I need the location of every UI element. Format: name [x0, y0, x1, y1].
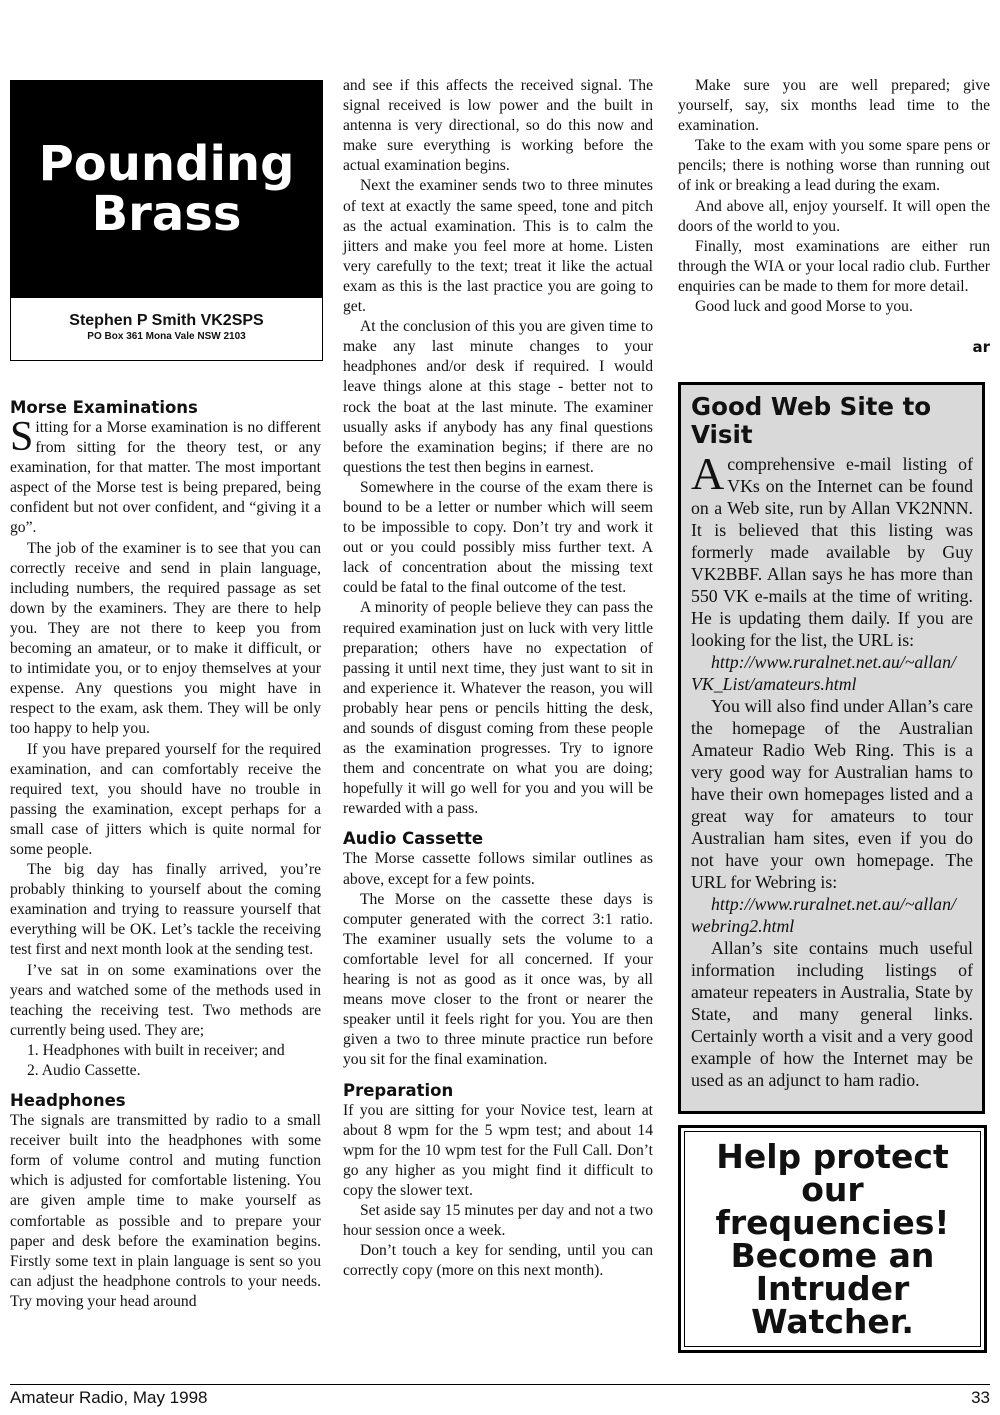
paragraph: At the conclusion of this you are given time to make any last minute changes to your headphones and/or desk if required. I would leave things alone at this stage - better not to rock the boat at the last minute. The examiner usually asks if anybody has any final questions before the examination begins; if there are no questions the test then begins in earnest.	[343, 318, 653, 476]
promo-line: Help protect	[716, 1137, 949, 1176]
paragraph: The big day has finally arrived, you’re probably thinking to yourself about the coming examination and trying to reassure yourself that everything will be OK. Let’s tackle the receiving test first and next month look at the sending test.	[10, 861, 321, 959]
paragraph: If you have prepared yourself for the required examination, and can comfortably receive the required text, you should have no trouble in passing the examination, except perhaps for a small case of jitters which is quite normal for some people.	[10, 740, 321, 858]
promo-line: Become an	[730, 1236, 935, 1275]
column-1	[10, 398, 321, 1312]
paragraph: The signals are transmitted by radio to a small receiver built into the headphones with some form of volume control and muting function which is adjusted for comfortable listening. You are given ample time to make yourself as comfortable as possible and to prepare your paper and desk before the examination begins. Firstly some text in plain language is sent so you can adjust the headphone controls to your needs. Try moving your head around	[10, 1112, 321, 1310]
page-number: 33	[971, 1388, 990, 1407]
paragraph: The Morse cassette follows similar outlines as above, except for a few points.	[343, 850, 653, 888]
paragraph: Don’t touch a key for sending, until you can correctly copy (more on this next month).	[343, 1242, 653, 1280]
paragraph: You will also find under Allan’s care the homepage of the Australian Amateur Radio Web Ring. This is a very good way for Australian hams to have their own homepages listed and a great way for amateurs to tour Australian ham sites, even if you do not have your own homepage. The URL for Webring is:	[691, 696, 973, 892]
article-title-block	[10, 80, 323, 298]
promo-line: Watcher.	[751, 1302, 914, 1341]
list-item: 2. Audio Cassette.	[27, 1062, 141, 1079]
section-heading-morse-examinations: Morse Examinations	[10, 398, 198, 417]
paragraph: Somewhere in the course of the exam there is bound to be a letter or number which will seem to be impossible to copy. Don’t try and work it out or you could possibly miss further text. A lack of concentration about the missing text could be fatal to the final outcome of the test.	[343, 478, 653, 597]
sidebar-title: Good Web Site to Visit	[691, 392, 932, 449]
article-end-sign: ar	[972, 338, 990, 356]
url-text: http://www.ruralnet.net.au/~allan/ VK_List/amateurs.html	[691, 652, 956, 694]
drop-cap: A	[691, 448, 725, 499]
column-3	[678, 76, 990, 317]
promo-line: Intruder	[755, 1269, 910, 1308]
list-item: 1. Headphones with built in receiver; and	[27, 1041, 285, 1059]
footer-publication: Amateur Radio, May 1998	[10, 1388, 208, 1407]
author-block	[10, 298, 323, 361]
paragraph: The Morse on the cassette these days is computer generated with the correct 3:1 ratio. The examiner usually sets the volume to a comfortable level for all concerned. If your hearing is not as good as it once was, by all means move closer to the front or nearer the speaker until it feels right for you. You are then given a two to three minute practice run before you sit for the final examination.	[343, 890, 653, 1069]
title-line-2: Brass	[91, 186, 242, 242]
paragraph: A comprehensive e-mail listing of VKs on the Internet can be found on a Web site, run by Allan VK2NNN. It is believed that this listing was formerly made available by Guy VK2BBF. Allan says he has more than 550 VK e-mails at the time of writing. He is updating them daily. If you are looking for the list, the URL is:	[691, 448, 973, 650]
paragraph: Take to the exam with you some spare pens or pencils; there is nothing worse than running out of ink or breaking a lead during the exam.	[678, 137, 990, 195]
paragraph: Good luck and good Morse to you.	[695, 298, 913, 316]
paragraph: Make sure you are well prepared; give yourself, say, six months lead time to the examination.	[678, 77, 990, 135]
author-name: Stephen P Smith VK2SPS	[69, 312, 264, 329]
title-line-1: Pounding	[38, 136, 295, 192]
web-site-sidebar	[678, 382, 985, 1114]
paragraph: Finally, most examinations are either run through the WIA or your local radio club. Further enquiries can be made to them for more detail.	[678, 237, 990, 295]
paragraph: Next the examiner sends two to three minutes of text at exactly the same speed, tone and pitch as the actual examination. This is to calm the jitters and make you feel more at home. Listen very carefully to the text; treat it like the actual exam as this is the last practice you are going to get.	[343, 177, 653, 316]
paragraph: Sitting for a Morse examination is no different from sitting for the theory test, or any examination, for that matter. The most important aspect of the Morse test is being prepared, being confident but not over confident, and “giving it a go”.	[10, 414, 321, 537]
paragraph: Set aside say 15 minutes per day and not a two hour session once a week.	[343, 1201, 653, 1240]
paragraph: Allan’s site contains much useful information including listings of amateur repeaters in Australia, State by State, and many general links. Certainly worth a visit and a very good example of how the Internet may be used as an adjunct to ham radio.	[691, 938, 973, 1090]
section-heading-headphones: Headphones	[10, 1091, 126, 1111]
paragraph: and see if this affects the received signal. The signal received is low power and the built in antenna is very directional, so do this now and make sure everything is working before the actual examination begins.	[343, 77, 653, 175]
section-heading-audio-cassette: Audio Cassette	[343, 829, 484, 849]
promo-line: our	[801, 1170, 864, 1209]
footer-divider	[10, 1384, 990, 1385]
section-heading-preparation: Preparation	[343, 1080, 454, 1100]
paragraph: And above all, enjoy yourself. It will open the doors of the world to you.	[678, 197, 990, 235]
author-address: PO Box 361 Mona Vale NSW 2103	[87, 331, 246, 342]
column-2	[343, 76, 653, 1281]
paragraph: The job of the examiner is to see that you can correctly receive and send in plain language, including numbers, the required passage as set down by the examiners. They are there to help you. They are not there to keep you from becoming an amateur, or to make it difficult, or to intimidate you, or to enjoy themselves at your expense. Any questions you might have in respect to the exam, ask them. They will be only too happy to help you.	[10, 539, 321, 738]
paragraph: I’ve sat in on some examinations over the years and watched some of the methods used in teaching the receiving test. Two methods are currently being used. They are;	[10, 961, 321, 1039]
intruder-watcher-promo	[678, 1125, 987, 1353]
paragraph: If you are sitting for your Novice test, learn at about 8 wpm for the 5 wpm test; and about 14 wpm for the 10 wpm test for the Full Call. Don’t go any higher as you might find it difficult to copy the slower text.	[343, 1101, 653, 1199]
paragraph: A minority of people believe they can pass the required examination just on luck with very little preparation; others have no expectation of passing it until next time, they just want to sit in and experience it. Whatever the reason, you will probably hear pens or pencils hitting the desk, and sounds of disgust coming from these people as the examination progresses. Try to ignore them and concentrate on what you are doing; hopefully it will go well for you and you will be rewarded with a pass.	[343, 599, 653, 818]
promo-line: frequencies!	[715, 1203, 950, 1242]
url-text: http://www.ruralnet.net.au/~allan/ webring2.html	[691, 894, 956, 936]
drop-cap: S	[10, 414, 34, 460]
